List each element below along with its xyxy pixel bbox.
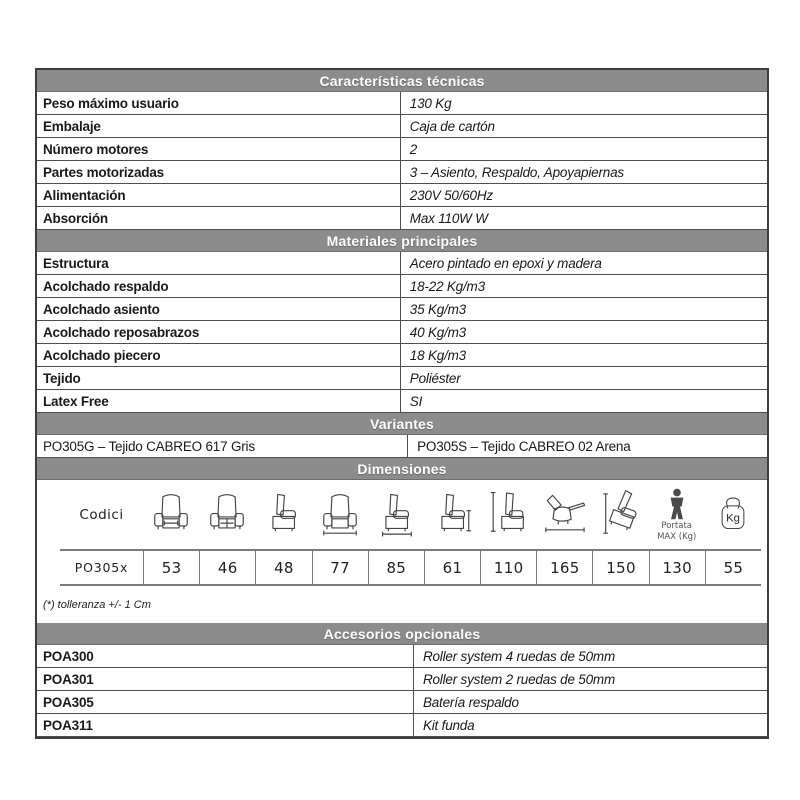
dimension-column <box>370 489 422 541</box>
weight-kg-icon <box>713 494 753 536</box>
spec-row <box>37 367 767 390</box>
spec-row-label: Estructura <box>43 255 109 271</box>
spec-row <box>37 691 767 714</box>
spec-row-value: Poliéster <box>400 367 767 389</box>
chair-seat-depth-icon <box>205 489 249 541</box>
section-header-accesorios <box>37 623 767 645</box>
spec-row <box>37 184 767 207</box>
spec-row-label: Número motores <box>43 141 149 157</box>
chair-total-depth-icon <box>374 489 418 541</box>
spec-row-value: 130 Kg <box>400 92 767 114</box>
dimension-value: 77 <box>312 551 368 584</box>
dimensions-values-row <box>60 549 761 586</box>
variant-arena: PO305S – Tejido CABREO 02 Arena <box>407 435 767 457</box>
section-header-caracteristicas <box>37 70 767 92</box>
spec-row-label: Alimentación <box>43 187 126 203</box>
chair-side-view-icon <box>261 489 305 541</box>
spec-row <box>37 344 767 367</box>
spec-row-value: 2 <box>400 138 767 160</box>
spec-row-label: Embalaje <box>43 118 101 134</box>
spec-row <box>37 645 767 668</box>
spec-sheet <box>35 68 769 739</box>
spec-row-value: Caja de cartón <box>400 115 767 137</box>
dimension-column <box>595 489 647 541</box>
spec-row-label: POA300 <box>43 648 94 664</box>
spec-row-label: Acolchado reposabrazos <box>43 324 200 340</box>
dimensions-icons-row <box>60 480 761 549</box>
dimension-value: 46 <box>199 551 255 584</box>
dimension-value: 165 <box>536 551 592 584</box>
dimension-icon-caption: Portata MAX (Kg) <box>657 521 697 542</box>
spec-row <box>37 92 767 115</box>
materiales-rows <box>37 252 767 413</box>
dimension-row-code: PO305x <box>74 560 129 575</box>
spec-row-label: Peso máximo usuario <box>43 95 179 111</box>
spec-row-value: 18-22 Kg/m3 <box>400 275 767 297</box>
spec-row-label: POA311 <box>43 717 93 733</box>
spec-row-label: Latex Free <box>43 393 109 409</box>
dimension-column <box>426 489 478 541</box>
dimension-column <box>145 489 197 541</box>
chair-total-width-icon <box>318 489 362 541</box>
spec-row <box>37 714 767 737</box>
accesorios-rows <box>37 645 767 737</box>
section-title: Materiales principales <box>326 232 478 249</box>
spec-row-value: 230V 50/60Hz <box>400 184 767 206</box>
spec-row-value: 18 Kg/m3 <box>400 344 767 366</box>
chair-reclined-length-icon <box>542 489 586 541</box>
dimension-column <box>707 494 759 536</box>
spec-row <box>37 275 767 298</box>
spec-row-value: SI <box>400 390 767 412</box>
dimension-column <box>314 489 366 541</box>
section-header-materiales <box>37 230 767 252</box>
dimension-value: 55 <box>705 551 761 584</box>
section-header-variantes <box>37 413 767 435</box>
spec-row <box>37 252 767 275</box>
spec-row-value: 40 Kg/m3 <box>400 321 767 343</box>
spec-row <box>37 138 767 161</box>
spec-row-value: Acero pintado en epoxi y madera <box>400 252 767 274</box>
section-title: Variantes <box>369 415 435 432</box>
spec-row-label: POA301 <box>43 671 94 687</box>
dimension-column <box>482 489 534 541</box>
spec-row <box>37 668 767 691</box>
chair-seat-width-icon <box>149 489 193 541</box>
dimension-column <box>257 489 309 541</box>
dimension-value: 85 <box>368 551 424 584</box>
codici-label: Codici <box>79 506 124 523</box>
spec-row-value: Kit funda <box>413 714 767 736</box>
dimension-value: 61 <box>424 551 480 584</box>
spec-row-label: Partes motorizadas <box>43 164 164 180</box>
dimension-value: 48 <box>255 551 311 584</box>
dimension-column <box>201 489 253 541</box>
spec-row-label: Absorción <box>43 210 108 226</box>
spec-row-label: Acolchado respaldo <box>43 278 169 294</box>
spec-row <box>37 298 767 321</box>
section-header-dimensiones <box>37 458 767 480</box>
dimension-value: 110 <box>480 551 536 584</box>
spec-row-value: Batería respaldo <box>413 691 767 713</box>
spec-row <box>37 207 767 230</box>
spec-row-value: 3 – Asiento, Respaldo, Apoyapiernas <box>400 161 767 183</box>
dimension-column <box>651 487 703 541</box>
spec-row <box>37 161 767 184</box>
dimension-value: 150 <box>592 551 648 584</box>
chair-seat-height-icon <box>430 489 474 541</box>
dimension-value: 130 <box>649 551 705 584</box>
variant-gris: PO305G – Tejido CABREO 617 Gris <box>43 438 255 454</box>
spec-row <box>37 321 767 344</box>
spec-row-value: Max 110W W <box>400 207 767 229</box>
svg-text:Kg: Kg <box>725 512 740 525</box>
spec-row-value: Roller system 4 ruedas de 50mm <box>413 645 767 667</box>
chair-lift-height-icon <box>599 489 643 541</box>
spec-row-label: Acolchado asiento <box>43 301 160 317</box>
spec-row-value: Roller system 2 ruedas de 50mm <box>413 668 767 690</box>
section-title: Características técnicas <box>319 72 485 89</box>
chair-total-height-icon <box>486 489 530 541</box>
section-title: Accesorios opcionales <box>323 625 481 642</box>
spec-row <box>37 390 767 413</box>
spec-row-value: 35 Kg/m3 <box>400 298 767 320</box>
dimensions-footnote: (*) tolleranza +/- 1 Cm <box>43 598 151 611</box>
variants-row <box>37 435 767 458</box>
spec-row-label: Tejido <box>43 370 81 386</box>
dimension-column <box>538 489 590 541</box>
spec-row <box>37 115 767 138</box>
caracteristicas-rows <box>37 92 767 230</box>
spec-row-label: POA305 <box>43 694 94 710</box>
max-load-person-icon <box>657 487 697 521</box>
section-title: Dimensiones <box>357 460 447 477</box>
dimension-value: 53 <box>143 551 199 584</box>
spec-row-label: Acolchado piecero <box>43 347 161 363</box>
